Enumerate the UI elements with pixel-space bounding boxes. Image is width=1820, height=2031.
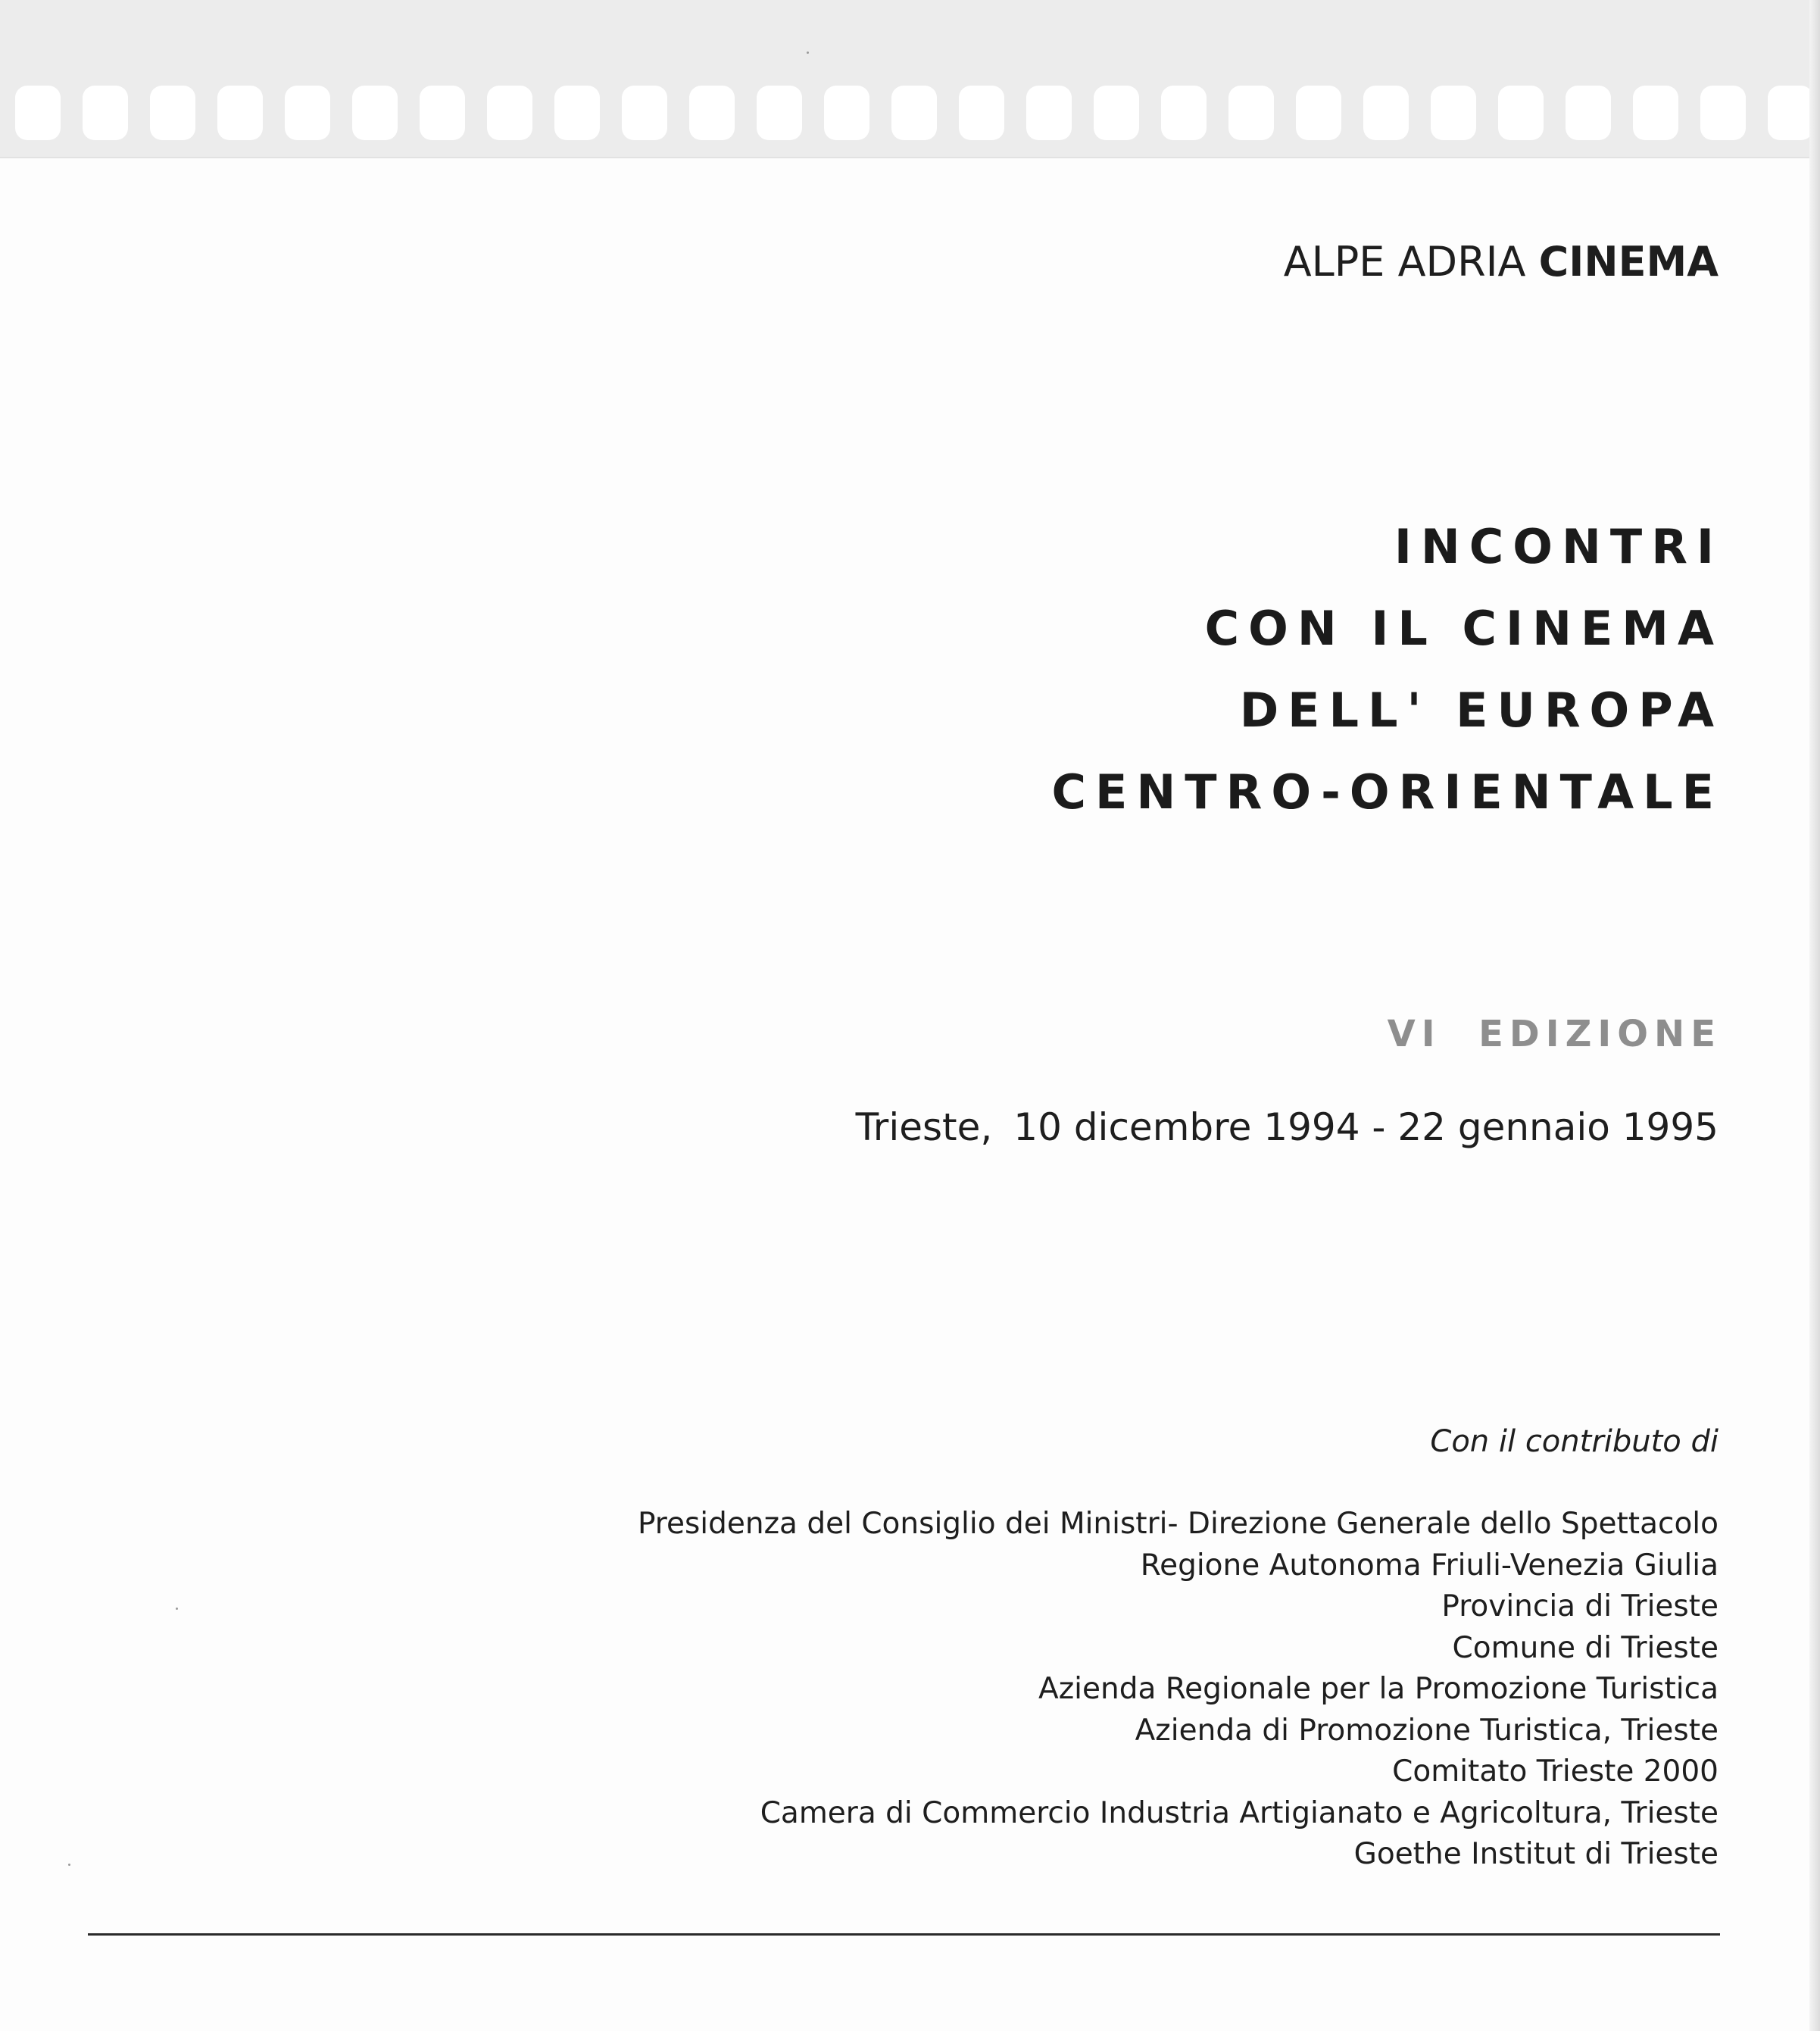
film-perforation-hole (1768, 86, 1813, 140)
page-edge-shadow (1809, 0, 1820, 2031)
scan-speck (176, 1608, 178, 1610)
film-perforation-hole (1296, 86, 1341, 140)
sponsor-item: Comune di Trieste (1452, 1630, 1719, 1665)
sponsor-item: Camera di Commercio Industria Artigianato e Agricoltura, Trieste (760, 1795, 1719, 1830)
title-line-1: INCONTRI (1394, 519, 1723, 574)
film-perforation-hole (285, 86, 330, 140)
film-perforation-hole (1498, 86, 1544, 140)
edition-label: VI EDIZIONE (1387, 1013, 1722, 1055)
event-dates: 10 dicembre 1994 - 22 gennaio 1995 (1013, 1105, 1719, 1149)
film-perforation-hole (217, 86, 263, 140)
sponsor-item: Regione Autonoma Friuli-Venezia Giulia (1140, 1548, 1719, 1583)
film-perforation-hole (757, 86, 802, 140)
film-perforation-hole (420, 86, 465, 140)
film-perforation-hole (1026, 86, 1072, 140)
sponsor-item: Azienda Regionale per la Promozione Turistica (1038, 1672, 1719, 1706)
event-place: Trieste, (855, 1105, 993, 1149)
film-perforation-hole (554, 86, 600, 140)
film-perforation-hole (1094, 86, 1139, 140)
sponsor-list (638, 1504, 1719, 1876)
film-perforation-hole (150, 86, 195, 140)
film-perforation-hole (1633, 86, 1678, 140)
sponsor-item: Goethe Institut di Trieste (1353, 1837, 1719, 1871)
film-perforation-hole (959, 86, 1004, 140)
main-title (1052, 506, 1723, 833)
film-perforation-hole (1700, 86, 1746, 140)
film-perforation-hole (891, 86, 937, 140)
film-strip-border (0, 0, 1820, 158)
film-perforation-hole (487, 86, 532, 140)
film-perforations (0, 86, 1820, 140)
film-perforation-hole (1363, 86, 1409, 140)
title-line-3: DELL' EUROPA (1239, 683, 1723, 738)
scan-speck (807, 52, 809, 54)
brand-regular-text: ALPE ADRIA (1283, 238, 1526, 286)
film-perforation-hole (1566, 86, 1611, 140)
sponsor-item: Comitato Trieste 2000 (1392, 1754, 1719, 1789)
brand-bold-text: CINEMA (1538, 238, 1719, 286)
film-perforation-hole (83, 86, 128, 140)
film-perforation-hole (1431, 86, 1476, 140)
film-perforation-hole (352, 86, 398, 140)
film-perforation-hole (1161, 86, 1207, 140)
title-line-4: CENTRO-ORIENTALE (1051, 764, 1723, 820)
title-line-2: CON IL CINEMA (1204, 601, 1723, 656)
film-perforation-hole (15, 86, 61, 140)
brand-header (1284, 238, 1719, 286)
sponsor-item: Azienda di Promozione Turistica, Trieste (1135, 1713, 1719, 1748)
bottom-divider (88, 1933, 1720, 1936)
event-place-dates (856, 1105, 1719, 1149)
scan-speck (68, 1864, 70, 1866)
contributions-label: Con il contributo di (1430, 1424, 1719, 1459)
sponsor-item: Presidenza del Consiglio dei Ministri- Direzione Generale dello Spettacolo (637, 1507, 1719, 1541)
film-perforation-hole (622, 86, 667, 140)
sponsor-item: Provincia di Trieste (1441, 1589, 1719, 1623)
film-perforation-hole (689, 86, 735, 140)
film-perforation-hole (1228, 86, 1274, 140)
film-perforation-hole (824, 86, 869, 140)
